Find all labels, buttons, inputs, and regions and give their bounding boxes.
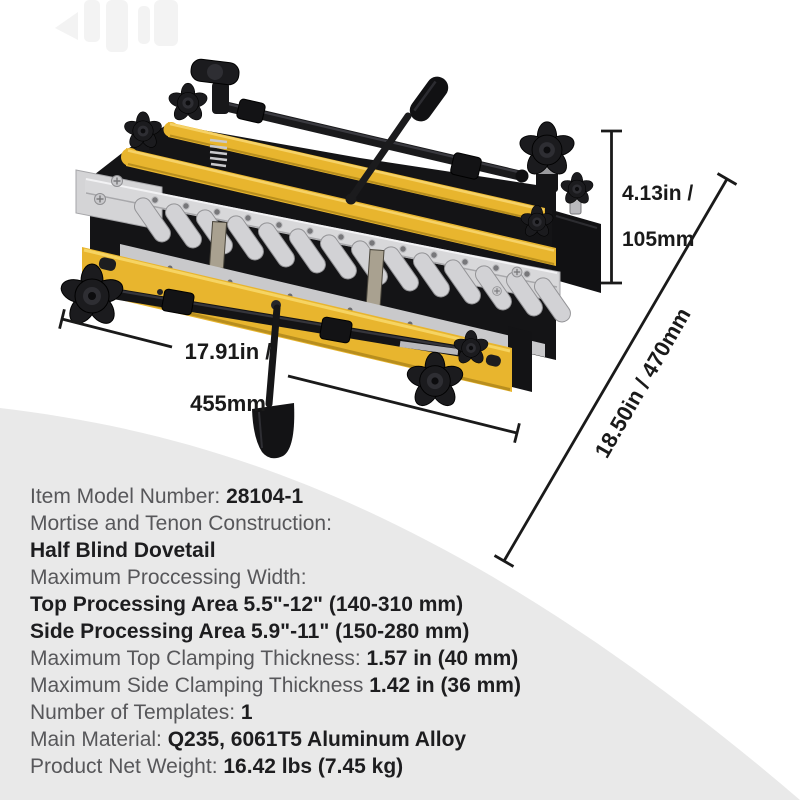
height-inches: 4.13in / (622, 182, 694, 205)
width-dimension-label (140, 339, 316, 417)
spec-row-model: Item Model Number: 28104-1 (30, 485, 304, 508)
width-inches: 17.91in / (184, 339, 272, 364)
height-mm: 105mm (622, 228, 695, 251)
star-knob (167, 83, 209, 123)
spec-row-weight: Product Net Weight: 16.42 lbs (7.45 kg) (30, 755, 404, 778)
spec-list (30, 483, 570, 780)
spec-row-construction: Mortise and Tenon Construction: (30, 512, 332, 535)
height-dimension-label (622, 182, 694, 251)
watermark (55, 0, 178, 52)
depth-value: 18.50in / 470mm (589, 303, 696, 463)
spec-row-processing-width: Maximum Proccessing Width: (30, 566, 307, 589)
width-mm: 455mm (190, 391, 266, 416)
spec-row-material: Main Material: Q235, 6061T5 Aluminum Alloy (30, 728, 467, 751)
spec-row-templates: Number of Templates: 1 (30, 701, 253, 724)
spec-row-top-clamping: Maximum Top Clamping Thickness: 1.57 in (40 mm) (30, 647, 519, 670)
spec-row-top-area: Top Processing Area 5.5"-12" (140-310 mm) (30, 593, 464, 616)
spec-row-side-area: Side Processing Area 5.9"-11" (150-280 mm) (30, 620, 470, 643)
height-dimension-line (601, 131, 622, 283)
spec-row-side-clamping: Maximum Side Clamping Thickness 1.42 in (36 mm) (30, 674, 521, 697)
spec-row-dovetail: Half Blind Dovetail (30, 539, 216, 562)
